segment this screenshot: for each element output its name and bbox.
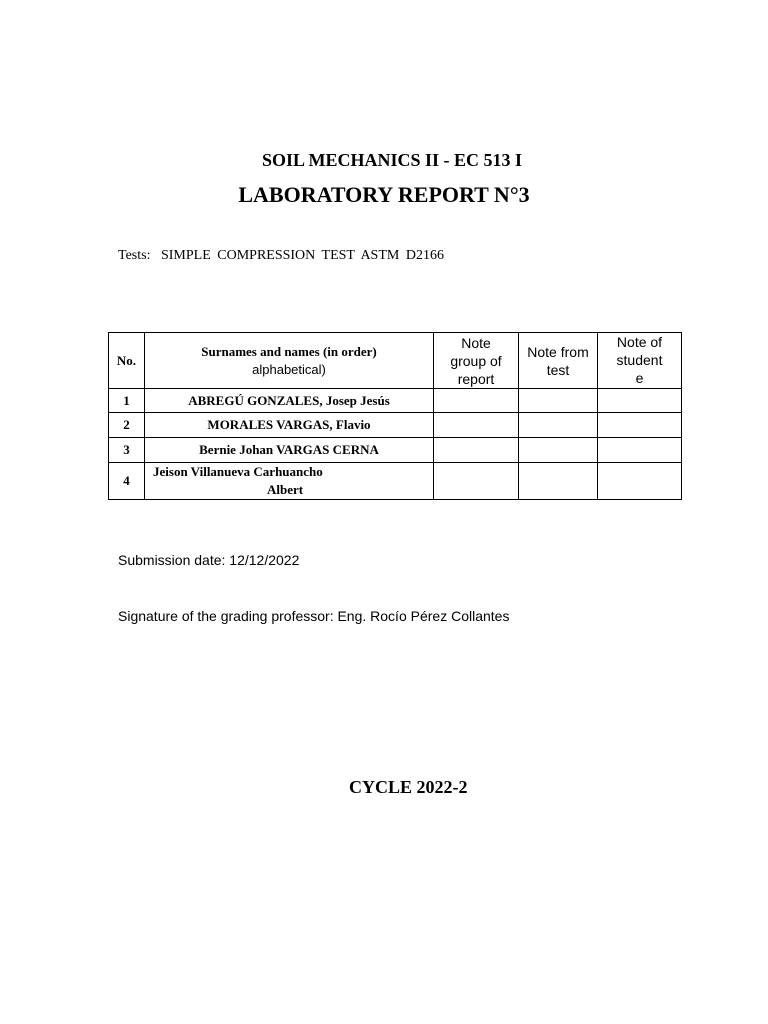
cell-note-group — [434, 413, 519, 438]
row-number: 3 — [109, 438, 145, 463]
cell-note-test — [519, 463, 598, 500]
cell-note-student — [598, 438, 682, 463]
header-note-test-l1: Note from — [527, 343, 589, 360]
header-names-line2: alphabetical) — [252, 361, 326, 377]
table-row — [109, 413, 682, 438]
cell-note-group — [434, 389, 519, 413]
header-note-group — [434, 333, 519, 389]
row-student-name — [145, 463, 434, 500]
row-student-name-line2: Albert — [267, 482, 304, 497]
header-note-group-l1: Note — [461, 334, 491, 351]
cell-note-student — [598, 463, 682, 500]
header-no: No. — [109, 333, 145, 389]
header-note-student-l3: e — [635, 370, 644, 386]
cell-note-test — [519, 413, 598, 438]
header-note-student — [598, 333, 682, 389]
report-title: LABORATORY REPORT N°3 — [238, 182, 530, 207]
header-names — [145, 333, 434, 389]
header-note-test-l2: test — [546, 361, 570, 378]
submission-date: Submission date: 12/12/2022 — [118, 552, 300, 568]
header-note-student-l1: Note of — [616, 334, 663, 350]
professor-signature: Signature of the grading professor: Eng. Rocío Pérez Collantes — [118, 608, 510, 624]
cell-note-group — [434, 463, 519, 500]
header-note-test — [519, 333, 598, 389]
header-names-line1: Surnames and names (in order) — [201, 343, 377, 359]
cell-note-student — [598, 413, 682, 438]
cell-note-test — [519, 389, 598, 413]
row-student-name: MORALES VARGAS, Flavio — [145, 413, 434, 438]
row-student-name-line1: Jeison Villanueva Carhuancho — [153, 464, 323, 479]
course-title: SOIL MECHANICS II - EC 513 I — [261, 150, 523, 170]
header-note-group-l3: report — [457, 370, 495, 387]
cell-note-student — [598, 389, 682, 413]
table-row — [109, 438, 682, 463]
cell-note-test — [519, 438, 598, 463]
header-note-group-l2: group of — [450, 352, 502, 369]
row-student-name: ABREGÚ GONZALES, Josep Jesús — [145, 389, 434, 413]
table-row — [109, 389, 682, 413]
row-number: 4 — [109, 463, 145, 500]
tests-value: SIMPLE COMPRESSION TEST ASTM D2166 — [160, 248, 444, 263]
grades-table — [108, 332, 682, 500]
tests-line — [118, 248, 444, 264]
header-note-student-l2: student — [616, 352, 663, 368]
tests-label: Tests: — [118, 248, 151, 263]
cycle-label: CYCLE 2022-2 — [349, 777, 468, 797]
cell-note-group — [434, 438, 519, 463]
table-header-row — [109, 333, 682, 389]
row-number: 1 — [109, 389, 145, 413]
row-student-name: Bernie Johan VARGAS CERNA — [145, 438, 434, 463]
row-number: 2 — [109, 413, 145, 438]
table-row — [109, 463, 682, 500]
